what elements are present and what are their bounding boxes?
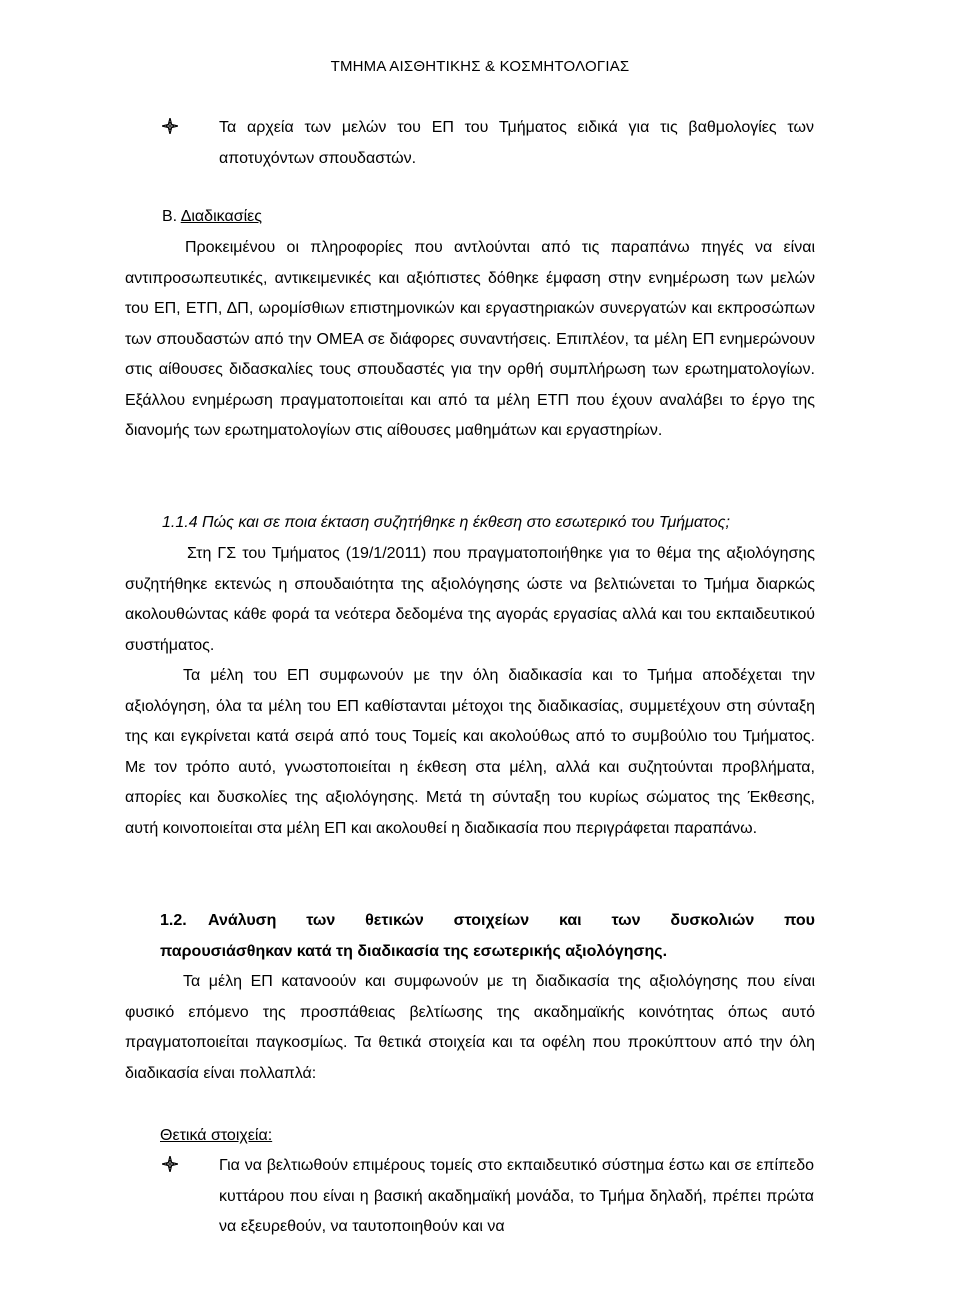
paragraph-text: Στη ΓΣ του Τμήματος (19/1/2011) που πραγματοποιήθηκε για το θέμα της αξιολόγησης συζητήθηκε εκτενώς η σπουδαιότητα της αξιολόγησης ώστε να βελτιώνεται το Τμήμα διαρκώς ακολουθώντας κάθε φορά τα νεότερα δεδομένα της αγοράς εργασίας αλλά και του εκπαιδευτικού συστήματος. (125, 545, 815, 654)
section-12-heading-line-2: παρουσιάσθηκαν κατά τη διαδικασία της εσωτερικής αξιολόγησης. (160, 942, 668, 960)
paragraph-text: Τα μέλη του ΕΠ συμφωνούν με την όλη διαδικασία και το Τμήμα αποδέχεται την αξιολόγηση, όλα τα μέλη του ΕΠ καθίστανται μέτοχοι της διαδικασίας, συμμετέχουν στη σύνταξη της και εγκρίνεται κατά σειρά από τους Τομείς και ακολούθως από το συμβούλιο του Τμήματος. Με τον τρόπο αυτό, γνωστοποιείται η έκθεση στα μέλη, αλλά και συζητούνται προβλήματα, απορίες και δυσκολίες της αξιολόγησης. Μετά τη σύνταξη του κυρίως σώματος της Έκθεσης, αυτή κοινοποιείται στα μέλη ΕΠ και ακολουθεί η διαδικασία που περιγράφεται παραπάνω. (125, 667, 815, 837)
page-header: ΤΜΗΜΑ ΑΙΣΘΗΤΙΚΗΣ & ΚΟΣΜΗΤΟΛΟΓΙΑΣ (330, 58, 630, 75)
section-b-label: Β. (162, 208, 181, 225)
list-item (162, 1151, 814, 1243)
section-114-paragraph-2 (125, 661, 815, 844)
diamond-bullet-icon (162, 1151, 182, 1182)
section-114-heading: 1.1.4 Πώς και σε ποια έκταση συζητήθηκε η έκθεση στο εσωτερικό του Τμήματος; (162, 514, 730, 531)
section-12-heading-line-1: 1.2. Ανάλυση των θετικών στοιχείων και των δυσκολιών που (160, 906, 815, 937)
section-b-heading: Διαδικασίες (180, 208, 262, 225)
section-12-paragraph (125, 967, 815, 1089)
section-114-paragraph-1 (125, 539, 815, 661)
paragraph-text: Προκειμένου οι πληροφορίες που αντλούνται από τις παραπάνω πηγές να είναι αντιπροσωπευτικές, αντικειμενικές και αξιόπιστες δόθηκε έμφαση στην ενημέρωση των μελών του ΕΠ, ΕΤΠ, ΔΠ, ωρομίσθιων επιστημονικών και εργαστηριακών συνεργατών και εκπροσώπων των σπουδαστών από την ΟΜΕΑ σε διάφορες συναντήσεις. Επιπλέον, τα μέλη ΕΠ ενημερώνουν στις αίθουσες διδασκαλίες τους σπουδαστές για την ορθή συμπλήρωση των ερωτηματολογίων. Εξάλλου ενημέρωση πραγματοποιείται και από τα μέλη ΕΤΠ που έχουν αναλάβει το έργο της διανομής των ερωτηματολογίων στις αίθουσες μαθημάτων και εργαστηρίων. (125, 239, 815, 439)
section-b-paragraph (125, 233, 815, 447)
section-b-title (162, 202, 815, 233)
list-item-text: Τα αρχεία των μελών του ΕΠ του Τμήματος ειδικά για τις βαθμολογίες των αποτυχόντων σπουδαστών. (219, 119, 814, 167)
diamond-bullet-icon (162, 113, 182, 144)
list-item-text: Για να βελτιωθούν επιμέρους τομείς στο εκπαιδευτικό σύστημα έστω και σε επίπεδο κυττάρου που είναι η βασική ακαδημαϊκή μονάδα, το Τμήμα δηλαδή, πρέπει πρώτα να εξευρεθούν, να ταυτοποιηθούν και να (219, 1157, 814, 1235)
section-12-number: 1.2. (160, 912, 187, 929)
paragraph-text: Τα μέλη ΕΠ κατανοούν και συμφωνούν με τη διαδικασία της αξιολόγησης που είναι φυσικό επόμενο της προσπάθειας βελτίωσης της ακαδημαϊκής κοινότητας όπως αυτό πραγματοποιείται παγκοσμίως. Τα θετικά στοιχεία και τα οφέλη που προκύπτουν από την όλη διαδικασία είναι πολλαπλά: (125, 973, 815, 1082)
list-item (162, 113, 814, 174)
section-12-heading (160, 906, 815, 967)
positives-title: Θετικά στοιχεία: (160, 1127, 273, 1144)
